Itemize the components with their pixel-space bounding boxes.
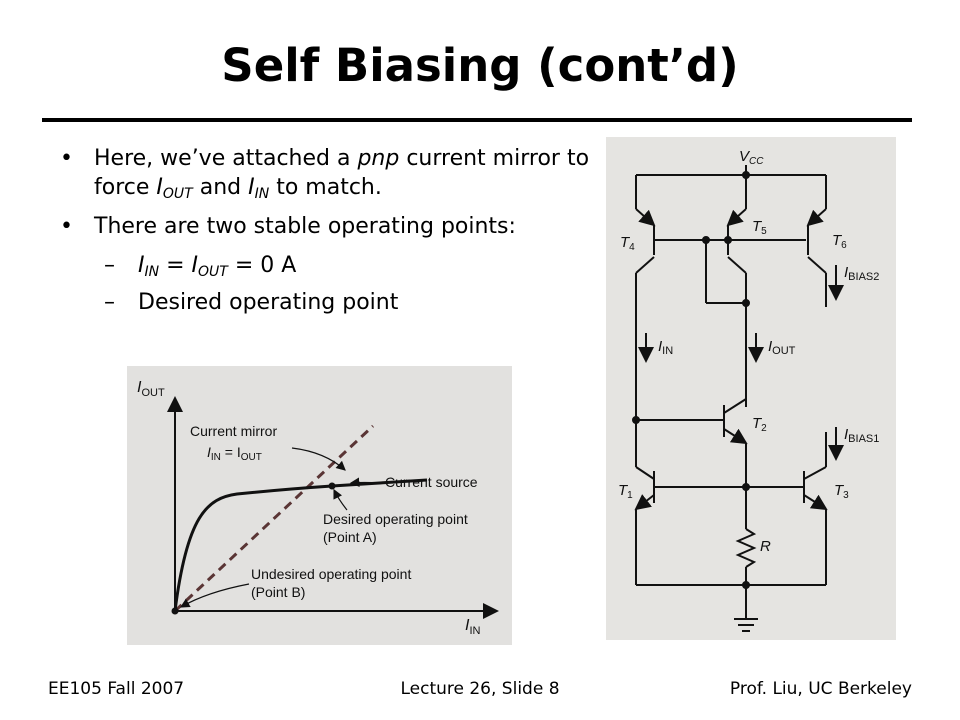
mirror-pointer bbox=[292, 448, 345, 470]
ibias1-label: $I_{BIAS1}$ bbox=[844, 426, 880, 445]
y-axis-label: $I_{OUT}$ bbox=[137, 379, 165, 399]
t1-label: $T_1$ bbox=[618, 482, 633, 501]
ibias2-label: $I_{BIAS2}$ bbox=[844, 264, 880, 283]
bullet-text: Here, we’ve attached a bbox=[94, 146, 358, 171]
bullet-text: current mirror to force bbox=[94, 146, 590, 200]
equation-text: = bbox=[159, 253, 192, 278]
undesired-label-sub: (Point B) bbox=[251, 584, 306, 600]
mirror-label: Current mirror bbox=[190, 423, 278, 439]
bullet-text: There are two stable operating points: bbox=[94, 214, 516, 239]
footer-author: Prof. Liu, UC Berkeley bbox=[729, 679, 912, 699]
footer-course: EE105 Fall 2007 bbox=[48, 679, 185, 699]
symbol-subscript: IN bbox=[254, 186, 270, 202]
t6-label: $T_6$ bbox=[832, 232, 847, 251]
symbol: I bbox=[248, 175, 255, 200]
bullet-item bbox=[60, 212, 600, 241]
vcc-label: $V_{CC}$ bbox=[739, 148, 764, 167]
symbol-subscript: OUT bbox=[198, 264, 228, 280]
operating-point-graph bbox=[127, 366, 512, 645]
symbol: I bbox=[138, 253, 145, 278]
bullet-text: Desired operating point bbox=[138, 290, 399, 315]
transistor-t5 bbox=[706, 175, 806, 407]
transistor-t3 bbox=[804, 432, 826, 585]
equation-text: = 0 A bbox=[227, 253, 297, 278]
t5-label: $T_5$ bbox=[752, 218, 767, 237]
i-out-label: $I_{OUT}$ bbox=[768, 338, 796, 357]
sub-bullet-marker: – bbox=[104, 290, 115, 315]
transistor-t4 bbox=[636, 175, 706, 425]
symbol-subscript: OUT bbox=[162, 186, 193, 202]
footer-slide-number: Lecture 26, Slide 8 bbox=[400, 679, 560, 699]
t4-label: $T_4$ bbox=[620, 234, 635, 253]
symbol: I bbox=[191, 253, 199, 278]
r-label: R bbox=[760, 538, 771, 555]
sub-bullet-marker: – bbox=[104, 253, 115, 278]
desired-label: Desired operating point bbox=[323, 511, 468, 527]
undesired-label: Undesired operating point bbox=[251, 566, 412, 582]
resistor-r bbox=[738, 517, 754, 585]
source-label: Current source bbox=[385, 474, 478, 490]
circuit-svg bbox=[606, 137, 896, 640]
slide-title: Self Biasing (cont’d) bbox=[221, 39, 739, 92]
bullet-list bbox=[60, 144, 600, 325]
bullet-text: to match. bbox=[269, 175, 382, 200]
i-in-label: $I_{IN}$ bbox=[658, 338, 674, 357]
symbol-subscript: IN bbox=[144, 264, 160, 280]
desired-pointer bbox=[334, 490, 347, 510]
mirror-equation: $I_{IN} = I_{OUT}$ bbox=[207, 444, 262, 463]
graph-svg bbox=[127, 366, 512, 645]
point-b-marker bbox=[172, 608, 179, 615]
desired-label-sub: (Point A) bbox=[323, 529, 377, 545]
bullet-item bbox=[60, 144, 600, 202]
point-a-marker bbox=[329, 483, 336, 490]
transistor-t6 bbox=[808, 175, 826, 307]
t3-label: $T_3$ bbox=[834, 482, 849, 501]
bullet-text: and bbox=[192, 175, 249, 200]
transistor-t1 bbox=[636, 425, 804, 585]
source-pointer bbox=[351, 483, 383, 484]
bullet-marker: • bbox=[60, 146, 73, 171]
x-axis-label: $I_{IN}$ bbox=[465, 617, 481, 637]
sub-bullet-item bbox=[60, 251, 600, 280]
t2-label: $T_2$ bbox=[752, 415, 767, 434]
bullet-text-italic: pnp bbox=[357, 146, 400, 171]
circuit-schematic bbox=[606, 137, 896, 640]
title-divider bbox=[42, 118, 912, 122]
sub-bullet-item bbox=[60, 288, 600, 317]
transistor-t2 bbox=[636, 399, 746, 517]
symbol: I bbox=[156, 175, 163, 200]
bullet-marker: • bbox=[60, 214, 73, 239]
